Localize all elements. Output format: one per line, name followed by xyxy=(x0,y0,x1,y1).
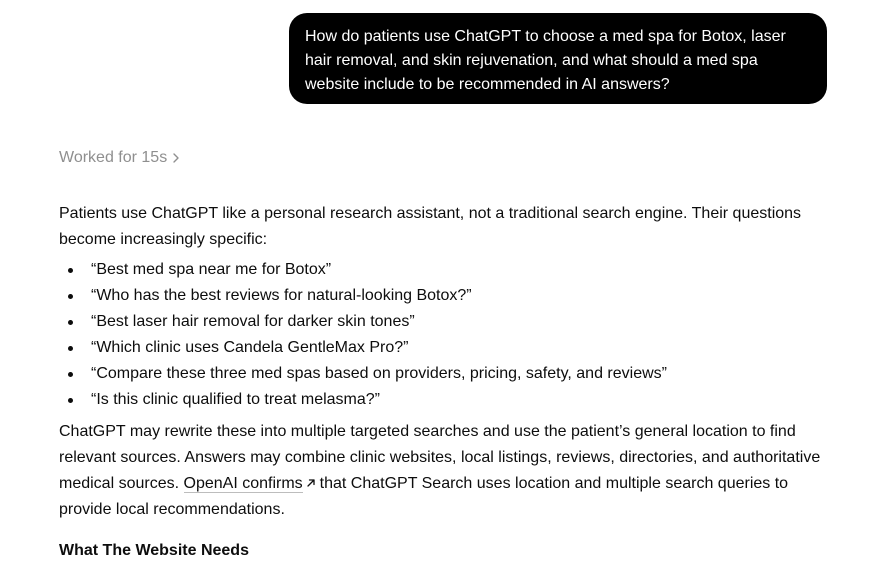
user-message-bubble xyxy=(289,13,827,104)
answer-intro: Patients use ChatGPT like a personal research assistant, not a traditional search engine. Their questions become increasingly specific: xyxy=(59,205,802,248)
list-item: “Compare these three med spas based on providers, pricing, safety, and reviews” xyxy=(59,361,839,387)
example-questions-list xyxy=(59,257,839,413)
list-item: “Best laser hair removal for darker skin tones” xyxy=(59,309,839,335)
user-message-text: How do patients use ChatGPT to choose a med spa for Botox, laser hair removal, and skin rejuvenation, and what should a med spa website include to be recommended in AI answers? xyxy=(305,28,786,93)
list-item: “Best med spa near me for Botox” xyxy=(59,257,839,283)
assistant-answer xyxy=(59,201,839,563)
list-item: “Who has the best reviews for natural-looking Botox?” xyxy=(59,283,839,309)
section-heading: What The Website Needs xyxy=(59,542,249,559)
openai-confirms-link[interactable] xyxy=(184,475,303,493)
chevron-right-icon xyxy=(171,152,181,164)
list-item: “Which clinic uses Candela GentleMax Pro?” xyxy=(59,335,839,361)
worked-for-toggle[interactable] xyxy=(59,146,181,170)
list-item: “Is this clinic qualified to treat melasma?” xyxy=(59,387,839,413)
paragraph-text-before: ChatGPT may rewrite these into multiple targeted searches and use the patient’s general location to find relevant sources. Answers may combine clinic websites, local listings, reviews, directories, and authoritative medical sources. xyxy=(59,423,821,492)
external-arrow-icon xyxy=(306,478,316,488)
worked-for-label: Worked for 15s xyxy=(59,149,168,166)
paragraph-text-after: that ChatGPT Search uses location and multiple search queries to provide local recommendations. xyxy=(59,475,789,518)
answer-paragraph-2 xyxy=(59,419,839,523)
link-text: OpenAI confirms xyxy=(183,475,303,492)
